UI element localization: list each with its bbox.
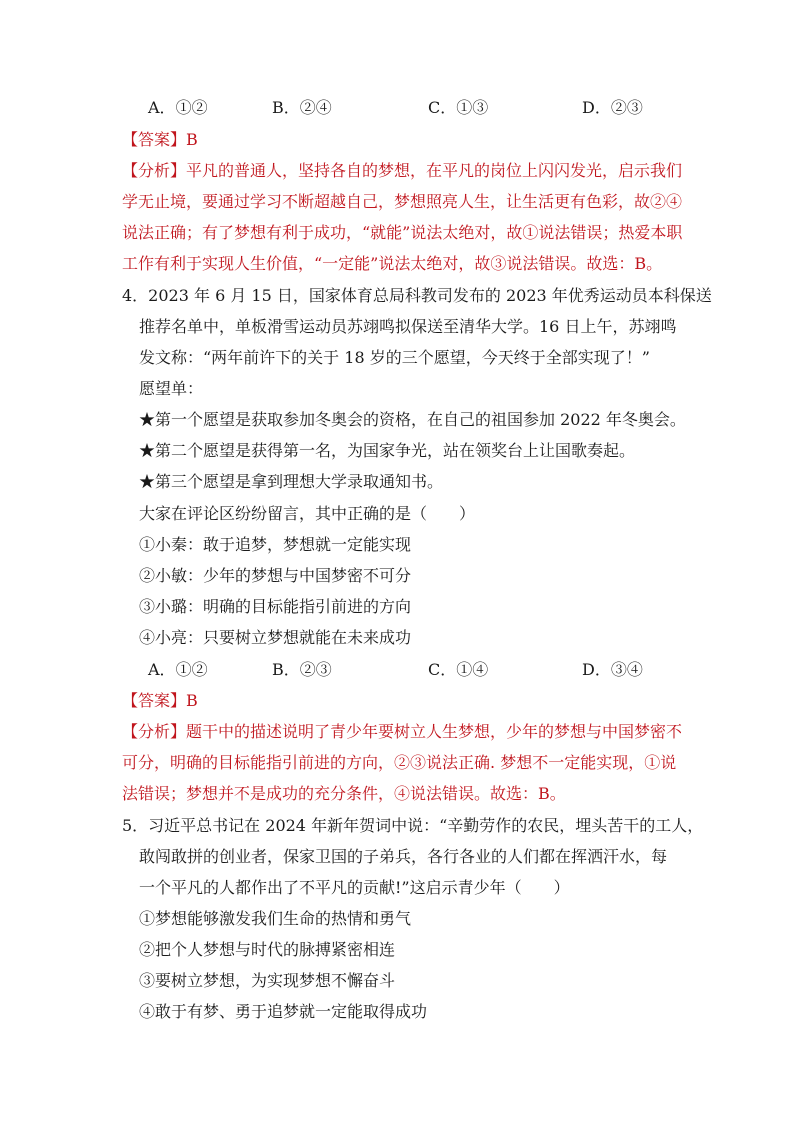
q4-question: 大家在评论区纷纷留言，其中正确的是（ ） (139, 504, 476, 523)
q4-wish-3: ★第三个愿望是拿到理想大学录取通知书。 (139, 472, 444, 491)
q4-answer: 【答案】B (122, 691, 198, 710)
q4-analysis-line-1: 【分析】题干中的描述说明了青少年要树立人生梦想，少年的梦想与中国梦密不 (122, 722, 683, 741)
q4-item-4: ④小亮：只要树立梦想就能在未来成功 (139, 628, 412, 647)
q4-analysis-line-2: 可分，明确的目标能指引前进的方向，②③说法正确. 梦想不一定能实现，①说 (122, 753, 677, 772)
q5-stem-line-1: 5．习近平总书记在 2024 年新年贺词中说：“辛勤劳作的农民，埋头苦干的工人， (122, 816, 704, 835)
q3-option-b: B．②④ (272, 98, 332, 117)
q5-stem-line-3: 一个平凡的人都作出了不平凡的贡献!”这启示青少年（ ） (139, 878, 570, 897)
q4-option-a: A．①② (148, 660, 208, 679)
q3-analysis-line-3: 说法正确；有了梦想有利于成功，“就能”说法太绝对，故①说法错误；热爱本职 (122, 223, 683, 242)
q4-wish-2: ★第二个愿望是获得第一名，为国家争光，站在领奖台上让国歌奏起。 (139, 441, 636, 460)
q4-option-b: B．②③ (272, 660, 332, 679)
q5-item-1: ①梦想能够激发我们生命的热情和勇气 (139, 909, 412, 928)
q4-item-3: ③小璐：明确的目标能指引前进的方向 (139, 597, 412, 616)
q4-stem-line-1: 4．2023 年 6 月 15 日，国家体育总局科教司发布的 2023 年优秀运动员本科保送 (122, 286, 712, 305)
q4-wish-1: ★第一个愿望是获取参加冬奥会的资格，在自己的祖国参加 2022 年冬奥会。 (139, 410, 686, 429)
q3-option-d: D．②③ (582, 98, 643, 117)
q4-stem-line-2: 推荐名单中，单板滑雪运动员苏翊鸣拟保送至清华大学。16 日上午，苏翊鸣 (139, 317, 677, 336)
q4-wish-title: 愿望单： (139, 379, 204, 398)
q3-analysis-line-1: 【分析】平凡的普通人，坚持各自的梦想，在平凡的岗位上闪闪发光，启示我们 (122, 161, 683, 180)
q3-answer: 【答案】B (122, 130, 198, 149)
q4-option-d: D．③④ (582, 660, 643, 679)
q4-stem-line-3: 发文称：“两年前许下的关于 18 岁的三个愿望，今天终于全部实现了！” (139, 348, 650, 367)
q4-item-1: ①小秦：敢于追梦，梦想就一定能实现 (139, 535, 412, 554)
q3-analysis-line-2: 学无止境，要通过学习不断超越自己，梦想照亮人生，让生活更有色彩，故②④ (122, 192, 683, 211)
q3-option-a: A．①② (148, 98, 208, 117)
q4-item-2: ②小敏：少年的梦想与中国梦密不可分 (139, 566, 412, 585)
q5-item-4: ④敢于有梦、勇于追梦就一定能取得成功 (139, 1002, 428, 1021)
q4-option-c: C．①④ (428, 660, 489, 679)
q5-stem-line-2: 敢闯敢拼的创业者，保家卫国的子弟兵，各行各业的人们都在挥洒汗水，每 (139, 847, 668, 866)
q3-option-c: C．①③ (428, 98, 489, 117)
q5-item-2: ②把个人梦想与时代的脉搏紧密相连 (139, 940, 396, 959)
q5-item-3: ③要树立梦想，为实现梦想不懈奋斗 (139, 971, 396, 990)
q4-analysis-line-3: 法错误；梦想并不是成功的充分条件，④说法错误。故选：B。 (122, 784, 566, 803)
q3-analysis-line-4: 工作有利于实现人生价值，“一定能”说法太绝对，故③说法错误。故选：B。 (122, 254, 663, 273)
